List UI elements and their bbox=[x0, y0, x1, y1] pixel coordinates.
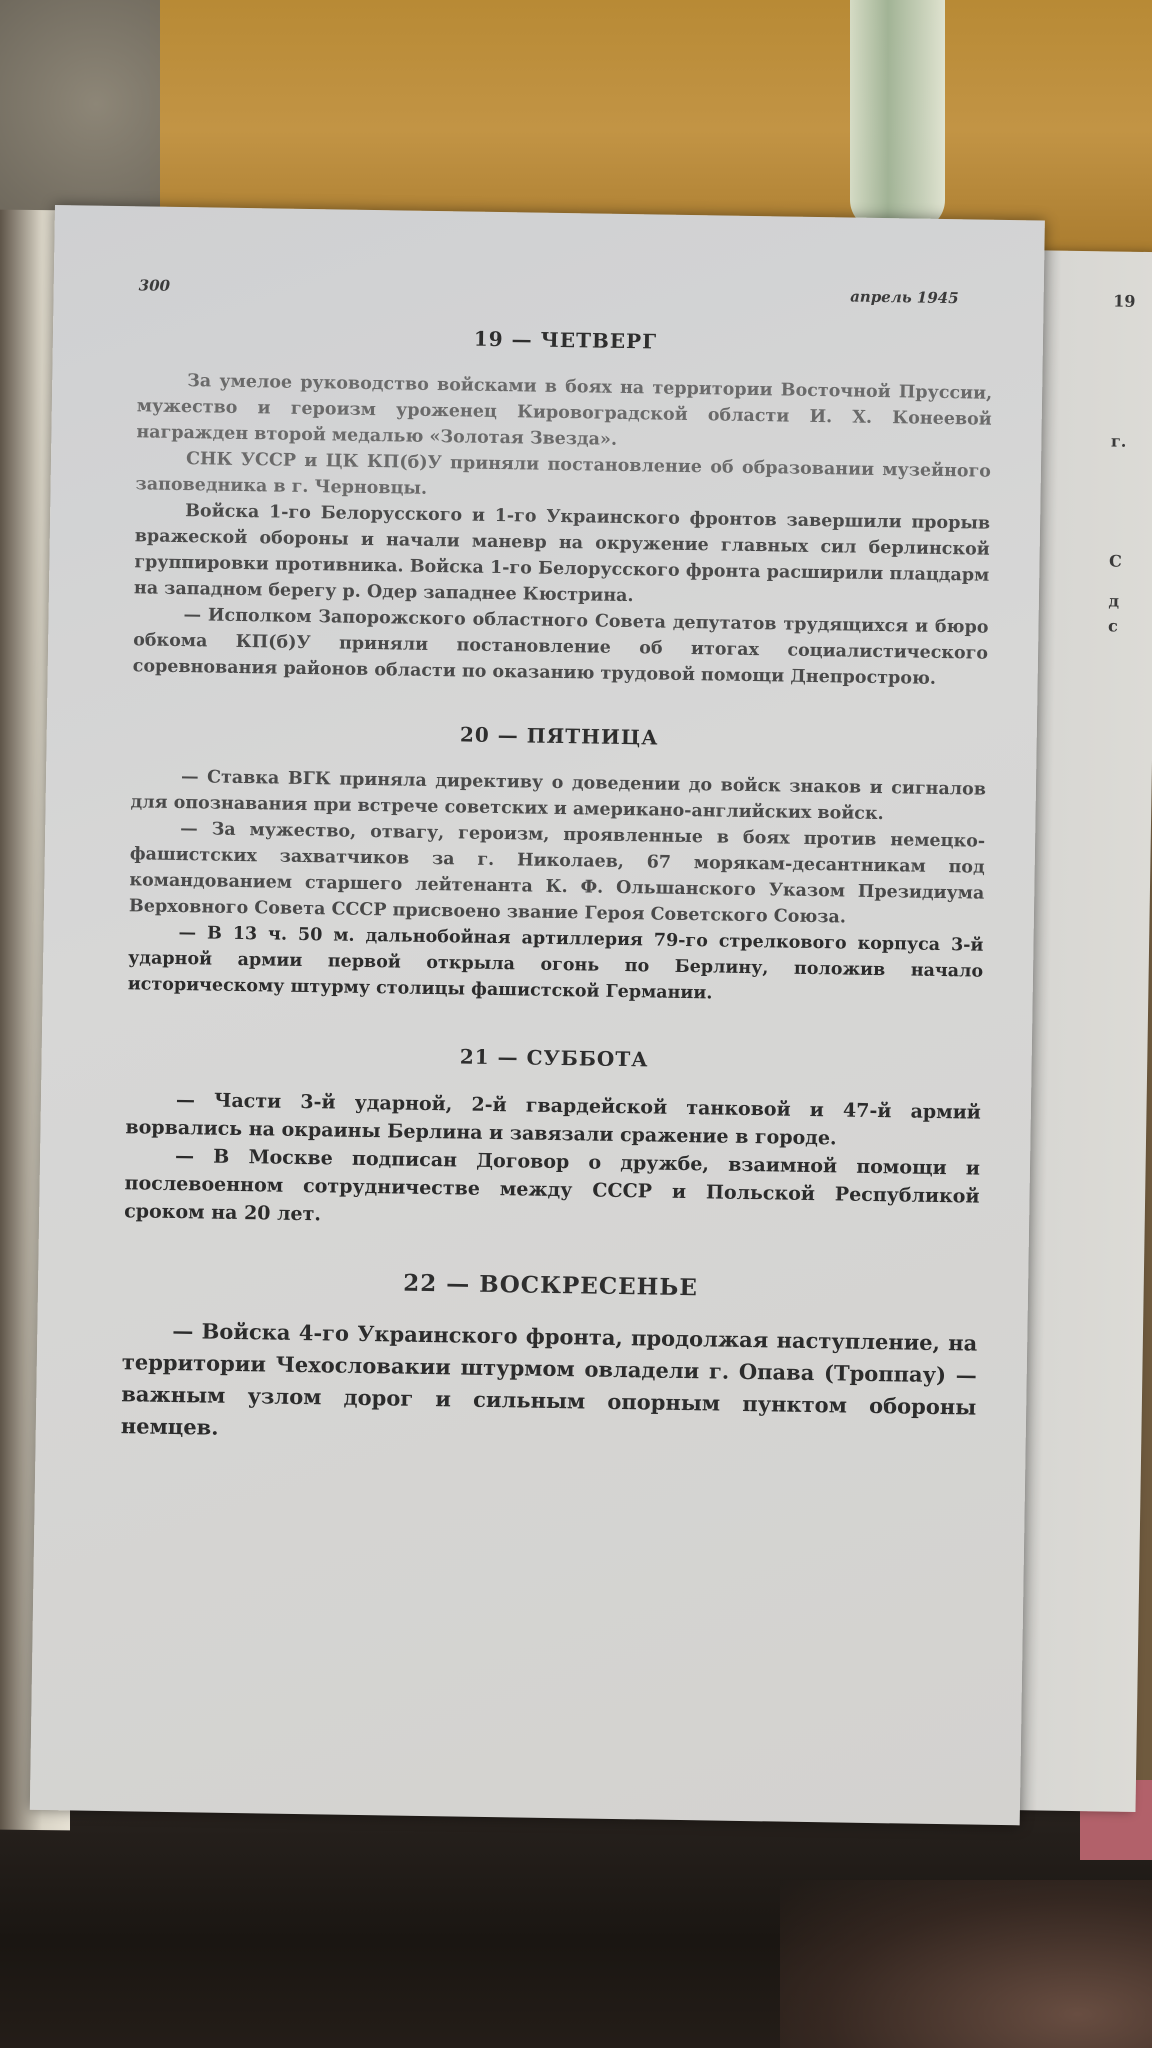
chronicle-entry: — Войска 4-го Украинского фронта, продолжая наступление, на территории Чехословакии штурмом овладели г. Опава (Троппау) — важным узлом дорог и сильным опорным пунктом обороны немцев. bbox=[120, 1317, 978, 1440]
right-page-line: с bbox=[1107, 616, 1119, 636]
right-page-line: 19 bbox=[1113, 291, 1136, 311]
hand-shadow bbox=[780, 1880, 1152, 2048]
day-block-21 bbox=[124, 1039, 982, 1238]
running-head bbox=[139, 276, 959, 313]
page-content bbox=[120, 311, 993, 1491]
day-heading: 22 — ВОСКРЕСЕНЬЕ bbox=[403, 1269, 699, 1302]
book-page bbox=[30, 205, 1045, 1825]
chronicle-entry: — В Москве подписан Договор о дружбе, взаимной помощи и послевоенном сотрудничестве между СССР и Польской Республикой сроком на 20 лет. bbox=[124, 1145, 981, 1226]
chronicle-entry: — Части 3-й ударной, 2-й гвардейской танковой и 47-й армий ворвались на окраины Берлина и завязали сражение в городе. bbox=[125, 1089, 982, 1150]
day-heading: 20 — ПЯТНИЦА bbox=[459, 722, 659, 750]
right-page-line: д bbox=[1108, 591, 1120, 611]
chronicle-entry: — Исполком Запорожского областного Совета депутатов трудящихся и бюро обкома КП(б)У приняли постановление об итогах социалистического соревнования районов области по оказанию трудовой помощи Днепрострою. bbox=[132, 605, 989, 689]
right-page-line: г. bbox=[1110, 431, 1127, 451]
right-page-line: С bbox=[1108, 551, 1123, 571]
day-heading: 19 — ЧЕТВЕРГ bbox=[473, 326, 658, 354]
chronicle-entry: За умелое руководство войсками в боях на территории Восточной Пруссии, мужество и героизм уроженец Кировоградской области И. Х. Конеевой награжден второй медалью «Золотая Звезда». bbox=[136, 371, 993, 450]
chronicle-entry: Войска 1-го Белорусского и 1-го Украинского фронтов завершили прорыв вражеской обороны и начали маневр на окружение главных сил берлинской группировки противника. Войска 1-го Белорусского фронта расширили плацдарм на западном берегу р. Одер западнее Кюстрина. bbox=[133, 501, 991, 607]
day-block-22 bbox=[121, 1265, 979, 1455]
page-number: 300 bbox=[138, 276, 171, 295]
day-heading: 21 — СУББОТА bbox=[459, 1044, 649, 1072]
day-block-19 bbox=[133, 321, 994, 692]
running-head-month: апрель 1945 bbox=[850, 287, 959, 308]
day-block-20 bbox=[128, 717, 987, 1010]
chronicle-entry: СНК УССР и ЦК КП(б)У приняли постановление об образовании музейного заповедника в г. Черновцы. bbox=[135, 449, 992, 499]
chronicle-entry: — За мужество, отвагу, героизм, проявленные в боях против немецко-фашистских захватчиков за г. Николаев, 67 морякам-десантникам под командованием старшего лейтенанта К. Ф. Ольшанского Указом Президиума Верховного Совета СССР присвоено звание Героя Советского Союза. bbox=[128, 819, 986, 928]
cloth-fold bbox=[850, 0, 945, 230]
chronicle-entry: — В 13 ч. 50 м. дальнобойная артиллерия 79-го стрелкового корпуса 3-й ударной армии первой открыла огонь по Берлину, положив начало историческому штурму столицы фашистской Германии. bbox=[127, 923, 984, 1004]
chronicle-entry: — Ставка ВГК приняла директиву о доведении до войск знаков и сигналов для опознавания при встрече советских и американо-английских войск. bbox=[130, 767, 987, 825]
